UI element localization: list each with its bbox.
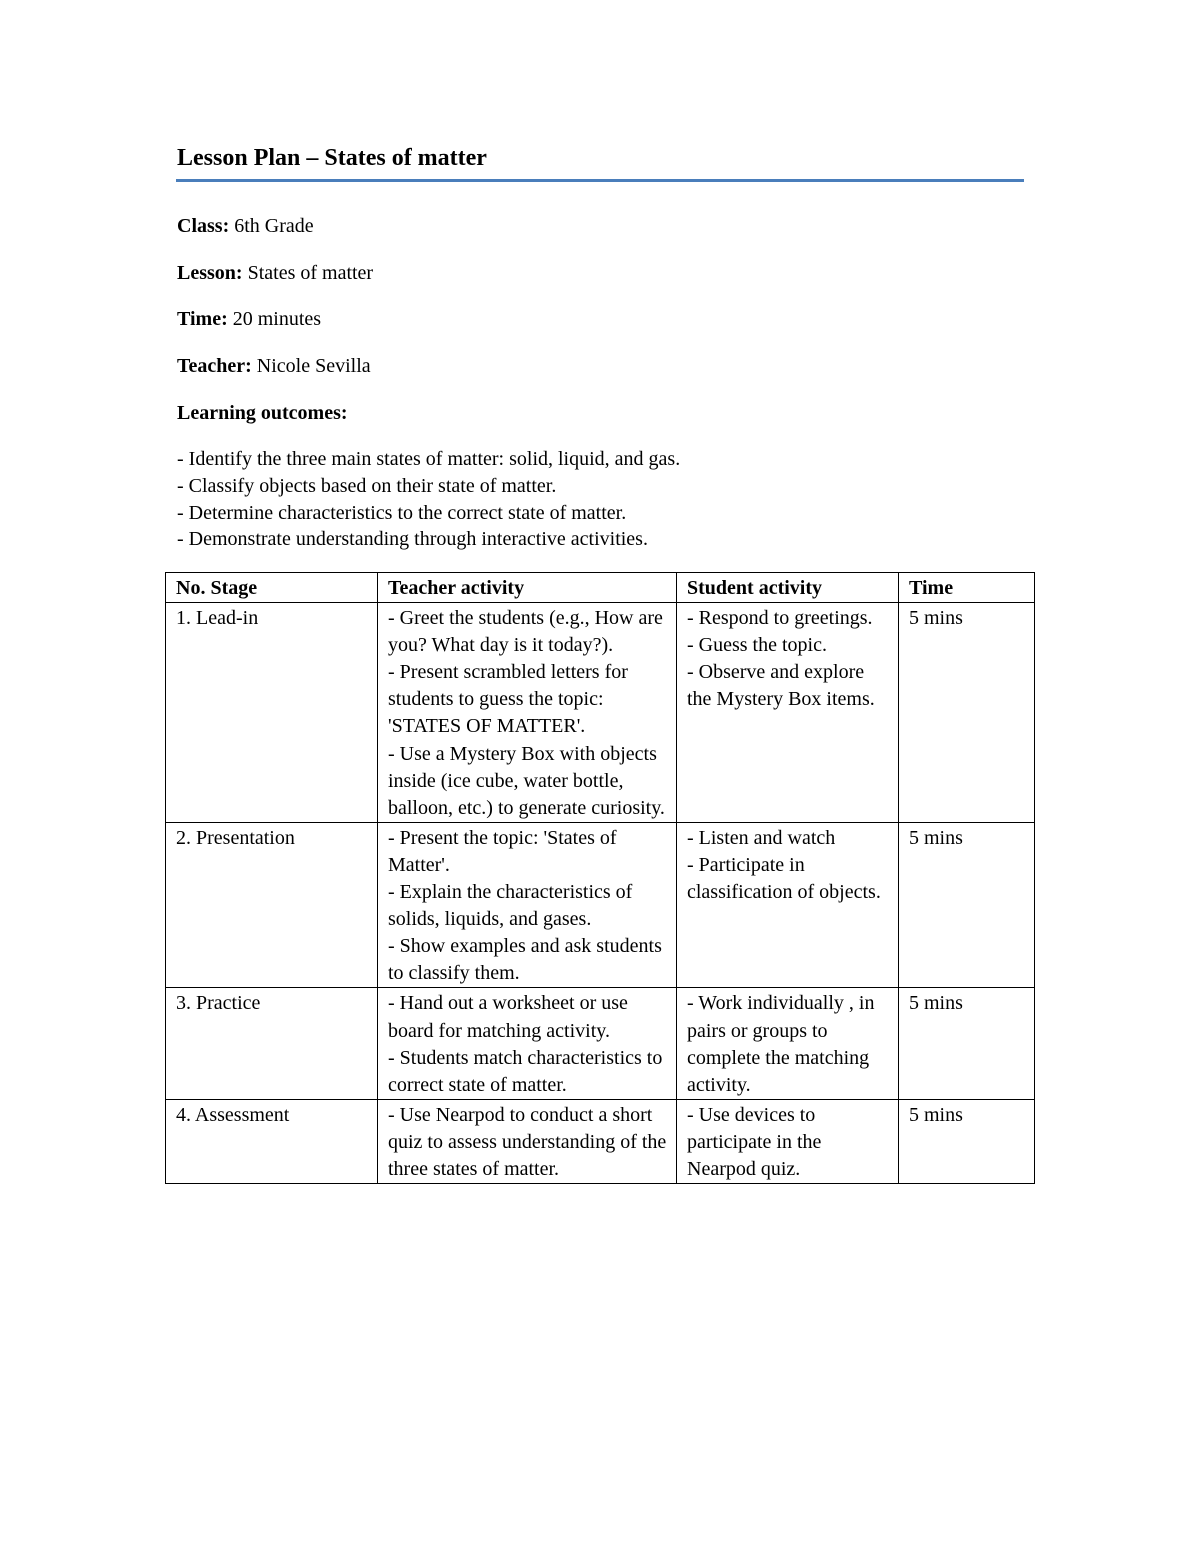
student-activity-cell xyxy=(677,988,899,1099)
stage-cell: 3. Practice xyxy=(166,988,378,1099)
teacher-activity-line: - Hand out a worksheet or use board for matching activity. xyxy=(388,992,628,1042)
outcomes-label: Learning outcomes: xyxy=(177,402,348,424)
student-activity-line: - Listen and watch xyxy=(687,826,836,849)
student-activity-line: - Work individually , in pairs or groups to complete the matching activity. xyxy=(687,992,875,1096)
teacher-activity-line: - Use a Mystery Box with objects inside (ice cube, water bottle, balloon, etc.) to generate curiosity. xyxy=(388,742,665,819)
student-activity-line: - Use devices to participate in the Nearpod quiz. xyxy=(687,1103,822,1180)
header-student-activity: Student activity xyxy=(677,573,899,603)
teacher-field xyxy=(177,353,371,379)
time-cell: 5 mins xyxy=(899,603,1035,823)
outcome-item: - Classify objects based on their state of matter. xyxy=(177,474,557,497)
student-activity-cell xyxy=(677,822,899,988)
student-activity-cell xyxy=(677,1099,899,1183)
outcome-item: - Demonstrate understanding through interactive activities. xyxy=(177,528,648,551)
teacher-activity-cell xyxy=(378,988,677,1099)
teacher-activity-line: - Students match characteristics to correct state of matter. xyxy=(388,1046,663,1096)
header-stage: No. Stage xyxy=(166,573,378,603)
time-cell: 5 mins xyxy=(899,988,1035,1099)
page-title: Lesson Plan – States of matter xyxy=(177,145,487,171)
student-activity-line: - Guess the topic. xyxy=(687,634,827,657)
lesson-label: Lesson: xyxy=(177,262,243,284)
table-row xyxy=(166,1099,1035,1183)
title-underline xyxy=(176,179,1024,182)
student-activity-cell xyxy=(677,603,899,823)
stage-cell: 4. Assessment xyxy=(166,1099,378,1183)
outcomes-list xyxy=(177,446,680,553)
table-header-row xyxy=(166,573,1035,603)
lesson-value: States of matter xyxy=(247,262,374,284)
teacher-value: Nicole Sevilla xyxy=(256,355,371,377)
teacher-activity-cell xyxy=(378,822,677,988)
student-activity-line: - Respond to greetings. xyxy=(687,607,873,630)
outcome-item: - Determine characteristics to the correct state of matter. xyxy=(177,501,627,524)
table-row xyxy=(166,988,1035,1099)
teacher-activity-cell xyxy=(378,603,677,823)
header-time: Time xyxy=(899,573,1035,603)
outcome-item: - Identify the three main states of matter: solid, liquid, and gas. xyxy=(177,448,681,470)
student-activity-line: - Observe and explore the Mystery Box items. xyxy=(687,661,875,711)
class-field xyxy=(177,213,314,239)
header-teacher-activity: Teacher activity xyxy=(378,573,677,603)
class-value: 6th Grade xyxy=(234,215,314,237)
teacher-activity-line: - Present the topic: 'States of Matter'. xyxy=(388,826,617,876)
time-cell: 5 mins xyxy=(899,822,1035,988)
time-value: 20 minutes xyxy=(232,308,322,330)
teacher-activity-line: - Show examples and ask students to classify them. xyxy=(388,935,662,985)
teacher-activity-line: - Greet the students (e.g., How are you? What day is it today?). xyxy=(388,607,663,657)
teacher-label: Teacher: xyxy=(177,355,252,377)
lesson-plan-table xyxy=(165,572,1035,1184)
title-underline-bar xyxy=(176,179,1024,182)
table-row xyxy=(166,603,1035,823)
time-label: Time: xyxy=(177,308,228,330)
teacher-activity-line: - Explain the characteristics of solids, liquids, and gases. xyxy=(388,881,633,931)
table-row xyxy=(166,822,1035,988)
teacher-activity-line: - Use Nearpod to conduct a short quiz to assess understanding of the three states of matter. xyxy=(388,1103,667,1180)
time-cell: 5 mins xyxy=(899,1099,1035,1183)
lesson-field xyxy=(177,260,373,286)
outcomes-heading xyxy=(177,400,348,426)
class-label: Class: xyxy=(177,215,230,237)
teacher-activity-cell xyxy=(378,1099,677,1183)
time-field xyxy=(177,306,321,332)
stage-cell: 2. Presentation xyxy=(166,822,378,988)
stage-cell: 1. Lead-in xyxy=(166,603,378,823)
student-activity-line: - Participate in classification of objects. xyxy=(687,853,881,904)
teacher-activity-line: - Present scrambled letters for students to guess the topic: 'STATES OF MATTER'. xyxy=(388,661,628,738)
